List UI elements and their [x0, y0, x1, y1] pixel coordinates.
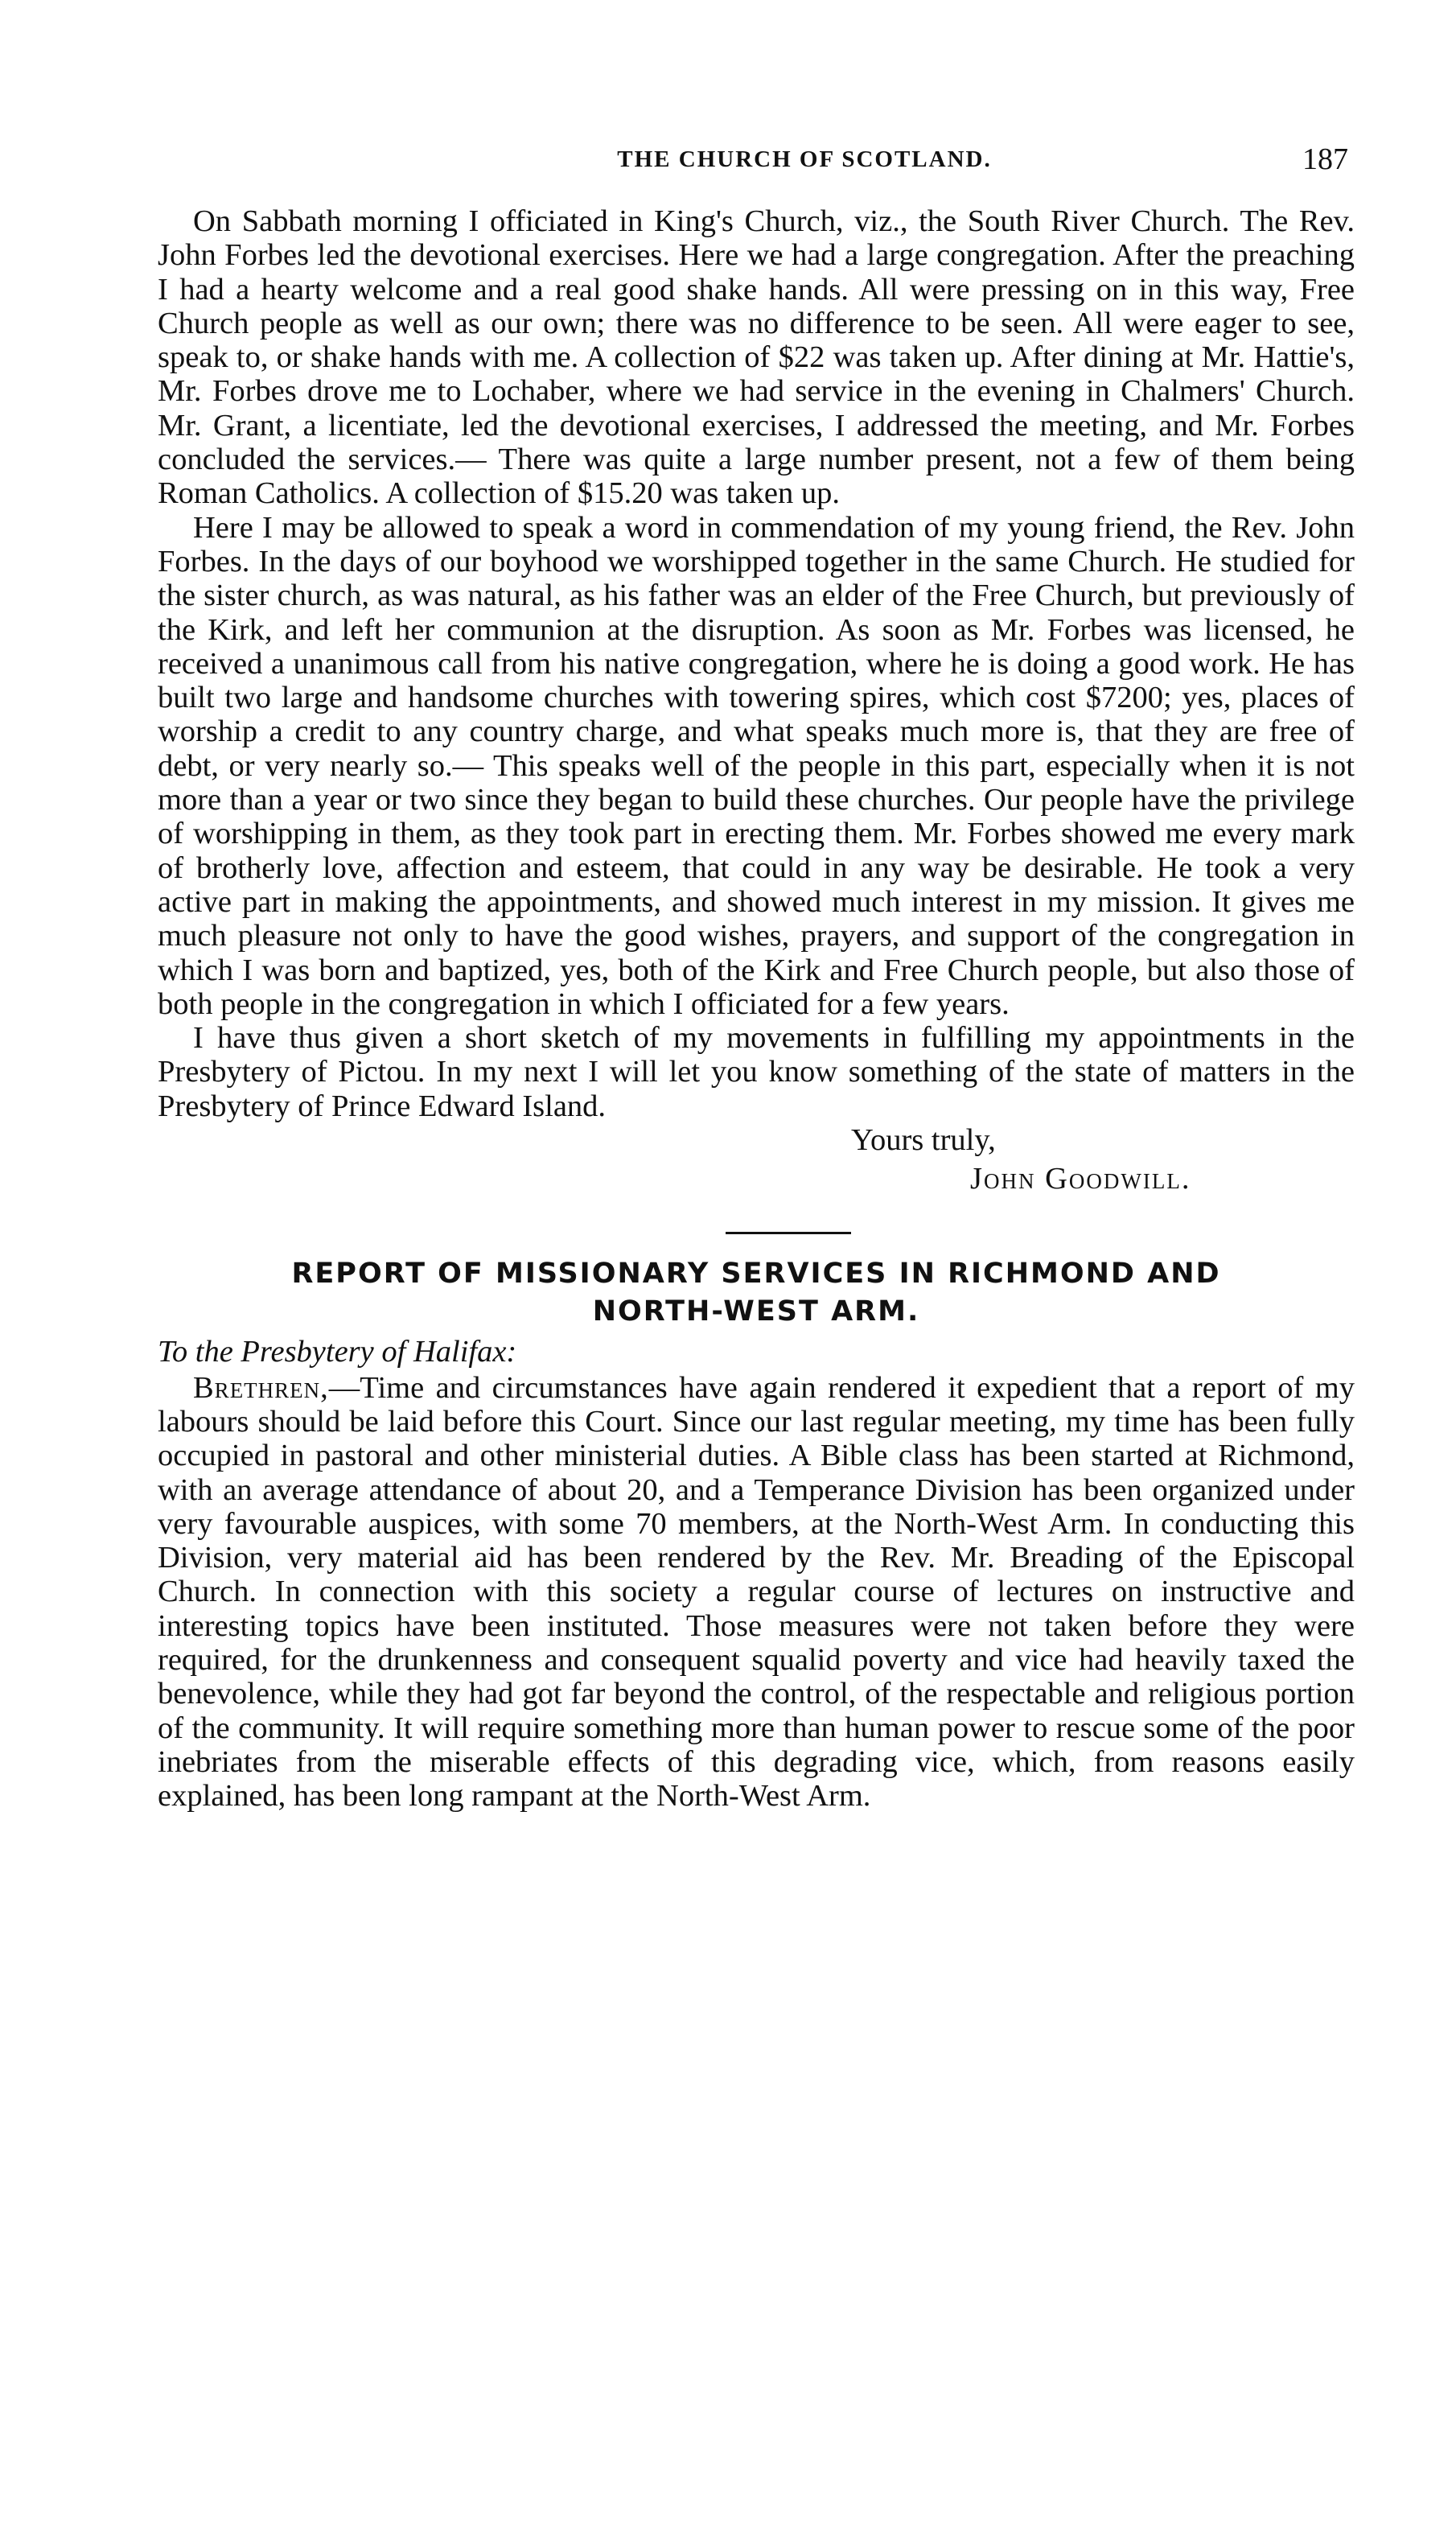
letter-paragraph-3: I have thus given a short sketch of my movements in fulfilling my appointments in the Presbytery of Pictou. In my next I will let you know something of the state of matters in the Presbytery of Prince Edward Island.	[158, 1021, 1355, 1123]
running-head	[158, 142, 1355, 190]
report-paragraph	[158, 1371, 1355, 1814]
report-heading	[158, 1255, 1355, 1331]
signature: John Goodwill.	[970, 1162, 1191, 1196]
letter-paragraph-1: On Sabbath morning I officiated in King's Church, viz., the South River Church. The Rev. John Forbes led the devotional exercises. Here we had a large congregation. After the preaching I had a hearty welcome and a real good shake hands. All were pressing on in this way, Free Church people as well as our own; there was no difference to be seen. All were eager to see, speak to, or shake hands with me. A collection of $22 was taken up. After dining at Mr. Hattie's, Mr. Forbes drove me to Lochaber, where we had service in the evening in Chalmers' Church. Mr. Grant, a licentiate, led the devotional exercises, I addressed the meeting, and Mr. Forbes concluded the services.— There was quite a large number present, not a few of them being Roman Catholics. A collection of $15.20 was taken up.	[158, 204, 1355, 511]
page-number: 187	[1302, 142, 1348, 176]
valediction: Yours truly,	[851, 1123, 996, 1158]
letter-body	[158, 204, 1355, 1123]
report-lead-word: Brethren,	[193, 1370, 329, 1405]
letter-paragraph-2: Here I may be allowed to speak a word in commendation of my young friend, the Rev. John Forbes. In the days of our boyhood we worshipped together in the same Church. He studied for the sister church, as was natural, as his father was an elder of the Free Church, but previously of the Kirk, and left her communion at the disruption. As soon as Mr. Forbes was licensed, he received a unanimous call from his native congregation, where he is doing a good work. He has built two large and handsome churches with towering spires, which cost $7200; yes, places of worship a credit to any country charge, and what speaks much more is, that they are free of debt, or very nearly so.— This speaks well of the people in this part, especially when it is not more than a year or two since they began to build these churches. Our people have the privilege of worshipping in them, as they took part in erecting them. Mr. Forbes showed me every mark of brotherly love, affection and esteem, that could in any way be desirable. He took a very active part in making the appointments, and showed much interest in my mission. It gives me much pleasure not only to have the good wishes, prayers, and support of the congregation in which I was born and baptized, yes, both of the Kirk and Free Church people, but also those of both people in the congregation in which I officiated for a few years.	[158, 510, 1355, 1021]
report-heading-line-1: REPORT OF MISSIONARY SERVICES IN RICHMOND AND	[291, 1257, 1221, 1290]
letter-closing	[158, 1123, 1355, 1196]
document-page	[158, 142, 1355, 1813]
report-salutation: To the Presbytery of Halifax:	[158, 1334, 517, 1369]
report-body	[158, 1371, 1355, 1814]
report-paragraph-text: —Time and circumstances have again rendered it expedient that a report of my labours should be laid before this Court. Since our last regular meeting, my time has been fully occupied in pastoral and other ministerial duties. A Bible class has been started at Richmond, with an average attendance of about 20, and a Temperance Division has been organized under very favourable auspices, with some 70 members, at the North-West Arm. In conducting this Division, very material aid has been rendered by the Rev. Mr. Breading of the Episcopal Church. In connection with this society a regular course of lectures on instructive and interesting topics have been instituted. Those measures were not taken before they were required, for the drunkenness and consequent squalid poverty and vice had heavily taxed the benevolence, while they had got far beyond the control, of the respectable and religious portion of the community. It will require something more than human power to rescue some of the poor inebriates from the miserable effects of this degrading vice, which, from reasons easily explained, has been long rampant at the North-West Arm.	[158, 1370, 1355, 1814]
running-head-title: THE CHURCH OF SCOTLAND.	[617, 146, 992, 172]
report-heading-line-2: NORTH-WEST ARM.	[592, 1295, 920, 1328]
section-divider	[726, 1232, 851, 1234]
